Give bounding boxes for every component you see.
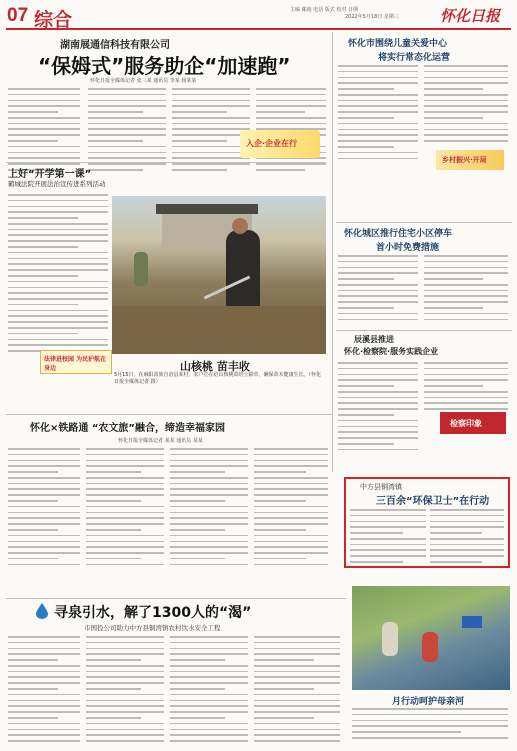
bottom-body-3 (170, 636, 248, 746)
water-drop-icon (36, 603, 48, 619)
bottom-body-1 (8, 636, 80, 746)
featured-body-1 (350, 509, 426, 567)
masthead-rule (6, 28, 511, 30)
lead-badge (240, 130, 320, 158)
left-headline: 上好“开学第一课” (8, 169, 92, 180)
photo-building-roof (156, 204, 258, 214)
right-story2-subhead: 首小时免费措施 (376, 243, 440, 253)
right-story1-body-2 (424, 65, 508, 146)
bottom-body-2 (86, 636, 164, 746)
right-story3-badge-text: 检察印象 (450, 419, 482, 428)
right-story1-badge-text: 乡村振兴·开局 (442, 156, 487, 164)
culture-headline: 怀化×铁路通 “农文旅”融合，缔造幸福家园 (30, 423, 226, 434)
bottom-body-4 (254, 636, 340, 746)
photo-person-head (232, 218, 248, 234)
right-story3-badge (440, 412, 506, 434)
right-story1-headline: 怀化市围绕儿童关爱中心 (348, 39, 448, 49)
section-number: 07 (7, 5, 29, 26)
photo-caption: 5月15日，在麻阳苗族自治县某村，农户正在给山核桃苗培土除草，确保苗木健康生长。（怀化日报全媒体记者 摄） (114, 372, 322, 385)
photo-volunteer-2 (422, 632, 438, 662)
river-caption-body (352, 708, 508, 743)
culture-body-3 (170, 448, 248, 569)
photo-person-back (134, 252, 148, 286)
right-story3-kicker: 辰溪县推进 (354, 335, 394, 344)
right-story2-headline: 怀化城区推行住宅小区停车 (344, 229, 453, 239)
lead-badge-text: 入企·企业在行 (246, 139, 298, 148)
culture-body-2 (86, 448, 164, 569)
photo-ground (112, 306, 326, 354)
paper-name: 怀化日报 (440, 7, 501, 25)
farm-photo (112, 196, 326, 354)
culture-byline: 怀化日报全媒体记者 某某 通讯员 某某 (118, 438, 203, 444)
river-photo (352, 586, 510, 690)
column-rule-right (332, 32, 333, 472)
river-photo-caption: 月行动呵护母亲河 (392, 697, 465, 707)
bottom-subhead: 市国投公司助力中方县铜湾镇农村饮水安全工程 (84, 624, 221, 632)
lead-kicker: 湖南展通信科技有限公司 (60, 40, 170, 51)
featured-kicker: 中方县铜湾镇 (360, 483, 402, 491)
right-story2-body-2 (424, 255, 508, 324)
left-rule (6, 162, 326, 163)
right-rule-2 (336, 330, 512, 331)
culture-body-4 (254, 448, 328, 569)
right-story3-body-2 (424, 362, 508, 414)
culture-body-1 (8, 448, 80, 569)
left-body (8, 194, 108, 356)
featured-body-2 (430, 509, 504, 567)
culture-rule (6, 414, 332, 415)
lead-byline: 怀化日报全媒体记者 张三某 通讯员 李某 杨某某 (90, 78, 197, 84)
featured-headline: 三百余“环保卫士”在行动 (376, 496, 490, 507)
section-name: 综合 (34, 10, 73, 31)
masthead (0, 0, 517, 31)
photo-flag (462, 616, 482, 628)
featured-story-box[interactable] (344, 477, 510, 568)
right-story1-badge (436, 150, 504, 170)
photo-headline: 山核桃 苗丰收 (180, 360, 250, 373)
left-badge (40, 350, 112, 374)
bottom-headline: 寻泉引水，解了1300人的“渴” (54, 605, 252, 621)
masthead-date: 2022年5月18日 星期三 (345, 14, 399, 20)
right-story2-body-1 (338, 255, 418, 324)
masthead-meta: 主编 邮箱 电话 版式 校对 日期 (290, 7, 358, 13)
right-story3-body-1 (338, 362, 418, 455)
right-story1-subhead: 将实行常态化运营 (378, 53, 451, 63)
photo-volunteer-1 (382, 622, 398, 656)
right-story1-body-1 (338, 65, 418, 163)
right-rule-1 (336, 222, 512, 223)
lead-headline: “保姆式”服务助企“加速跑” (38, 54, 291, 78)
right-story3-headline: 怀化·检察院·服务实践企业 (344, 347, 439, 356)
left-subhead: 鹤城法院开展法治宣传进系列活动 (8, 180, 106, 188)
left-badge-text: 法律进校园 为民护航在身边 (44, 356, 107, 372)
bottom-rule (6, 598, 346, 599)
